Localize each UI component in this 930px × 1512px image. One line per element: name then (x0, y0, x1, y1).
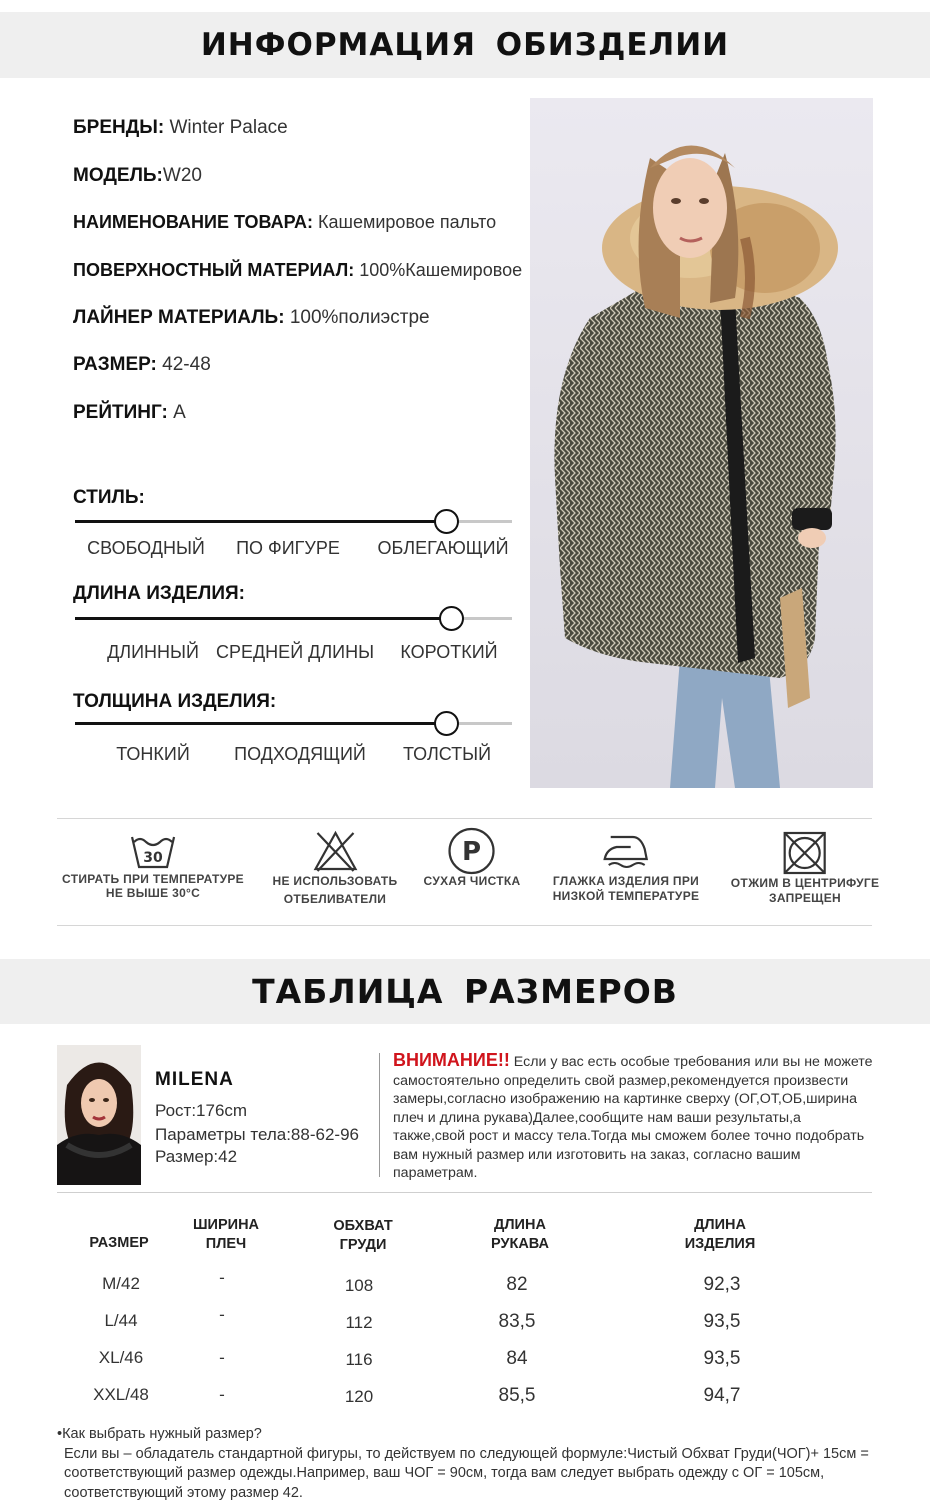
model-height: Рост:176cm (155, 1101, 248, 1120)
notice-warning: ВНИМАНИЕ!! (393, 1050, 510, 1070)
size-table-header (0, 959, 930, 1024)
model-photo (57, 1045, 141, 1185)
table-cell-chest: 108 (344, 1276, 374, 1295)
table-cell-length: 94,7 (703, 1385, 741, 1406)
table-cell-shoulder: - (219, 1348, 225, 1367)
product-info-header (0, 12, 930, 78)
info-brand-value: Winter Palace (164, 117, 288, 138)
info-size-value: 42-48 (156, 354, 211, 375)
table-cell-sleeve: 84 (506, 1348, 528, 1369)
length-scale (75, 617, 512, 620)
iron-low-icon (601, 829, 651, 871)
style-label-loose: СВОБОДНЫЙ (87, 538, 205, 558)
product-info-title: ИНФОРМАЦИЯ ОБИЗДЕЛИИ (200, 27, 730, 63)
product-photo (530, 98, 873, 788)
table-cell-size: XXL/48 (93, 1385, 149, 1404)
col-header-shoulder: ШИРИНА ПЛЕЧ (192, 1217, 260, 1252)
care-no-tumble-dry-line1: ОТЖИМ В ЦЕНТРИФУГЕ (730, 876, 880, 890)
size-notice (393, 1051, 875, 1183)
table-cell-chest: 112 (345, 1313, 373, 1332)
info-surface-material (73, 260, 522, 281)
info-model (73, 165, 202, 187)
care-no-bleach-line2: ОТБЕЛИВАТЕЛИ (283, 892, 387, 906)
care-iron-low (553, 819, 700, 905)
care-no-bleach (273, 819, 398, 908)
footnote-question: •Как выбрать нужный размер? (57, 1426, 262, 1442)
info-model-value: W20 (162, 165, 202, 186)
table-cell-shoulder: - (219, 1305, 225, 1324)
size-guide-footnote (57, 1425, 877, 1503)
table-cell-size: XL/46 (98, 1348, 144, 1367)
info-brand (73, 117, 288, 139)
table-cell-shoulder: - (219, 1385, 225, 1404)
thickness-label-suitable: ПОДХОДЯЩИЙ (234, 744, 366, 764)
table-cell-length: 93,5 (703, 1311, 741, 1332)
style-scale (75, 520, 512, 523)
care-iron-low-line2: НИЗКОЙ ТЕМПЕРАТУРЕ (552, 889, 700, 903)
length-scale-knob (439, 606, 464, 631)
care-wash-30-line2: НЕ ВЫШЕ 30°С (105, 886, 201, 900)
model-portrait (57, 1045, 141, 1185)
care-no-bleach-line1: НЕ ИСПОЛЬЗОВАТЬ (272, 874, 398, 888)
coat-illustration (530, 98, 873, 788)
info-liner-material-value: 100%полиэстре (284, 307, 430, 328)
table-cell-size: M/42 (102, 1274, 140, 1293)
length-scale-title: ДЛИНА ИЗДЕЛИЯ: (73, 583, 245, 604)
info-product-name-value: Кашемировое пальто (313, 212, 497, 232)
table-cell-length: 92,3 (703, 1274, 741, 1295)
model-card (57, 1045, 872, 1193)
thickness-scale (75, 722, 512, 725)
info-surface-material-value: 100%Кашемировое (354, 260, 523, 280)
length-label-short: КОРОТКИЙ (400, 642, 498, 662)
info-size (73, 354, 211, 376)
style-scale-knob (434, 509, 459, 534)
care-wash-30-line1: СТИРАТЬ ПРИ ТЕМПЕРАТУРЕ (62, 872, 244, 886)
length-scale-fill (75, 617, 451, 620)
style-label-tight: ОБЛЕГАЮЩИЙ (377, 538, 509, 558)
col-header-chest: ОБХВАТ ГРУДИ (333, 1218, 393, 1253)
info-brand-label: БРЕНДЫ: (73, 117, 165, 138)
table-cell-size: L/44 (104, 1311, 138, 1330)
table-cell-sleeve: 85,5 (498, 1385, 536, 1406)
info-liner-material-label: ЛАЙНЕР МАТЕРИАЛЬ: (73, 307, 285, 328)
table-cell-chest: 120 (344, 1387, 374, 1406)
info-product-name-label: НАИМЕНОВАНИЕ ТОВАРА: (73, 212, 314, 232)
thickness-scale-knob (434, 711, 459, 736)
style-label-fitted: ПО ФИГУРЕ (236, 538, 340, 558)
care-wash-30 (62, 819, 244, 902)
col-header-sleeve: ДЛИНА РУКАВА (490, 1217, 550, 1252)
table-cell-sleeve: 83,5 (498, 1311, 536, 1332)
no-tumble-dry-icon (781, 829, 829, 877)
thickness-scale-title: ТОЛЩИНА ИЗДЕЛИЯ: (73, 691, 277, 712)
care-dry-clean-line1: СУХАЯ ЧИСТКА (423, 874, 521, 888)
notice-text: Если у вас есть особые требования или вы не можете самостоятельно определить свой размер,рекомендуется произвести замеры,согласно изображению на картинке сверху (ОГ,ОТ,ОБ,ширина плеч и длина рукава)Далее,сообщите нам ваши результаты,а также,свой рост и массу тела.Тогда мы сможем более точно подобрать вам нужный размер или изготовить на заказ, согласно вашим параметрам. (393, 1054, 873, 1181)
model-card-divider (379, 1053, 380, 1177)
footnote-body: Если вы – обладатель стандартной фигуры, то действуем по следующей формуле:Чистый Обхват Груди(ЧОГ)+ 15см = соответствующий размер одежды.Например, ваш ЧОГ = 90см, тогда вам следует выбрать одежду с ОГ = 105см, соответствующий этому размер 42. (64, 1445, 869, 1501)
info-liner-material (73, 307, 430, 329)
thickness-label-thin: ТОНКИЙ (116, 744, 190, 764)
info-surface-material-label: ПОВЕРХНОСТНЫЙ МАТЕРИАЛ: (73, 260, 355, 280)
dry-clean-p-icon (448, 827, 496, 875)
col-header-size: РАЗМЕР (89, 1235, 149, 1251)
info-model-label: МОДЕЛЬ: (73, 165, 163, 186)
care-iron-low-line1: ГЛАЖКА ИЗДЕЛИЯ ПРИ (552, 874, 700, 888)
no-bleach-icon (312, 829, 358, 875)
svg-text:P: P (462, 837, 482, 867)
svg-text:30: 30 (143, 850, 163, 866)
care-no-tumble-dry (731, 819, 880, 907)
model-params: Параметры тела:88-62-96 (155, 1125, 359, 1144)
size-table-title: ТАБЛИЦА РАЗМЕРОВ (252, 972, 678, 1011)
info-rating-label: РЕЙТИНГ: (73, 402, 168, 423)
model-name: MILENA (155, 1069, 234, 1090)
care-instructions (57, 818, 880, 926)
table-cell-shoulder: - (219, 1268, 225, 1287)
wash-30-icon (129, 829, 177, 871)
info-rating (73, 402, 186, 424)
style-scale-title: СТИЛЬ: (73, 487, 145, 508)
thickness-label-thick: ТОЛСТЫЙ (402, 744, 492, 764)
care-no-tumble-dry-line2: ЗАПРЕЩЕН (769, 891, 841, 905)
style-scale-fill (75, 520, 446, 523)
thickness-scale-fill (75, 722, 446, 725)
table-cell-chest: 116 (345, 1350, 373, 1369)
table-cell-length: 93,5 (703, 1348, 741, 1369)
info-product-name (73, 212, 496, 233)
length-label-long: ДЛИННЫЙ (107, 642, 199, 662)
info-rating-value: A (167, 402, 186, 423)
table-cell-sleeve: 82 (506, 1274, 528, 1295)
col-header-length: ДЛИНА ИЗДЕЛИЯ (684, 1217, 756, 1252)
model-size: Размер:42 (155, 1147, 238, 1166)
length-label-medium: СРЕДНЕЙ ДЛИНЫ (215, 642, 375, 662)
info-size-label: РАЗМЕР: (73, 354, 157, 375)
care-dry-clean (424, 819, 521, 890)
